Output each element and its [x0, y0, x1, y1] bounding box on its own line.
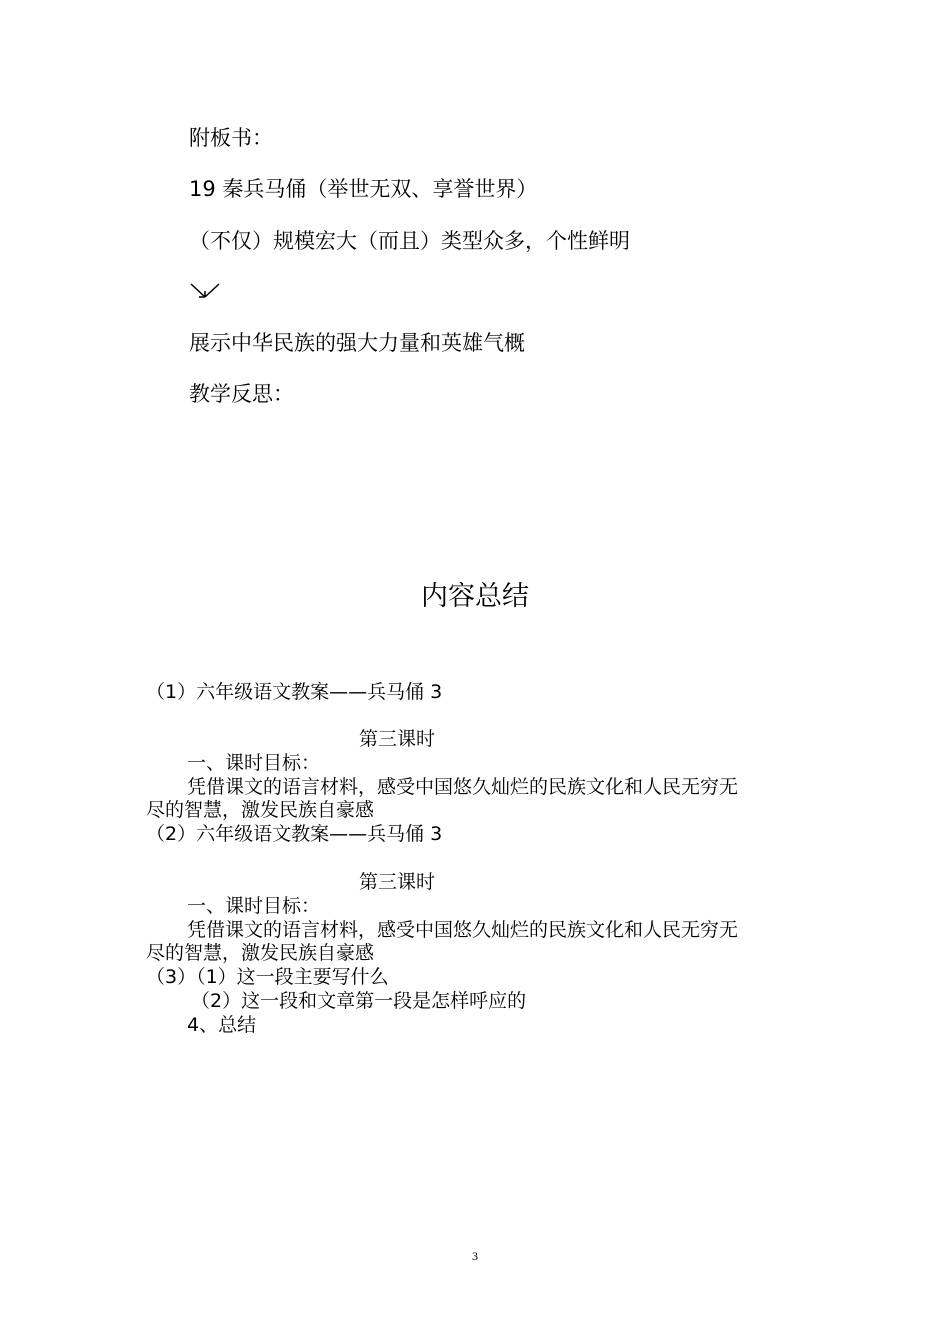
summary-item1-text-b: 尽的智慧，激发民族自豪感	[146, 799, 375, 821]
board-heading: 附板书：	[189, 126, 273, 150]
board-conclusion: 展示中华民族的强大力量和英雄气概	[189, 331, 525, 355]
board-lesson-title: 19 秦兵马俑（举世无双、享誉世界）	[189, 177, 538, 201]
page-number: 3	[472, 1249, 478, 1263]
merge-arrows-icon	[189, 281, 223, 303]
summary-item1-period: 第三课时	[359, 728, 436, 750]
summary-item3-c: 4、总结	[187, 1014, 257, 1036]
summary-item1-heading: （1）六年级语文教案——兵马俑 3	[146, 681, 443, 703]
summary-item1-text-a: 凭借课文的语言材料，感受中国悠久灿烂的民族文化和人民无穷无	[187, 776, 739, 798]
summary-item2-text-b: 尽的智慧，激发民族自豪感	[146, 942, 375, 964]
board-key-points: （不仅）规模宏大（而且）类型众多，个性鲜明	[189, 229, 630, 253]
summary-title: 内容总结	[421, 581, 529, 612]
summary-item2-goal: 一、课时目标：	[187, 895, 321, 917]
summary-item3-a: （3）（1）这一段主要写什么	[146, 966, 389, 988]
summary-item1-goal: 一、课时目标：	[187, 752, 321, 774]
summary-item2-period: 第三课时	[359, 871, 436, 893]
summary-item2-text-a: 凭借课文的语言材料，感受中国悠久灿烂的民族文化和人民无穷无	[187, 919, 739, 941]
teaching-reflection-label: 教学反思：	[189, 382, 294, 406]
summary-item2-heading: （2）六年级语文教案——兵马俑 3	[146, 823, 443, 845]
summary-item3-b: （2）这一段和文章第一段是怎样呼应的	[191, 990, 527, 1012]
